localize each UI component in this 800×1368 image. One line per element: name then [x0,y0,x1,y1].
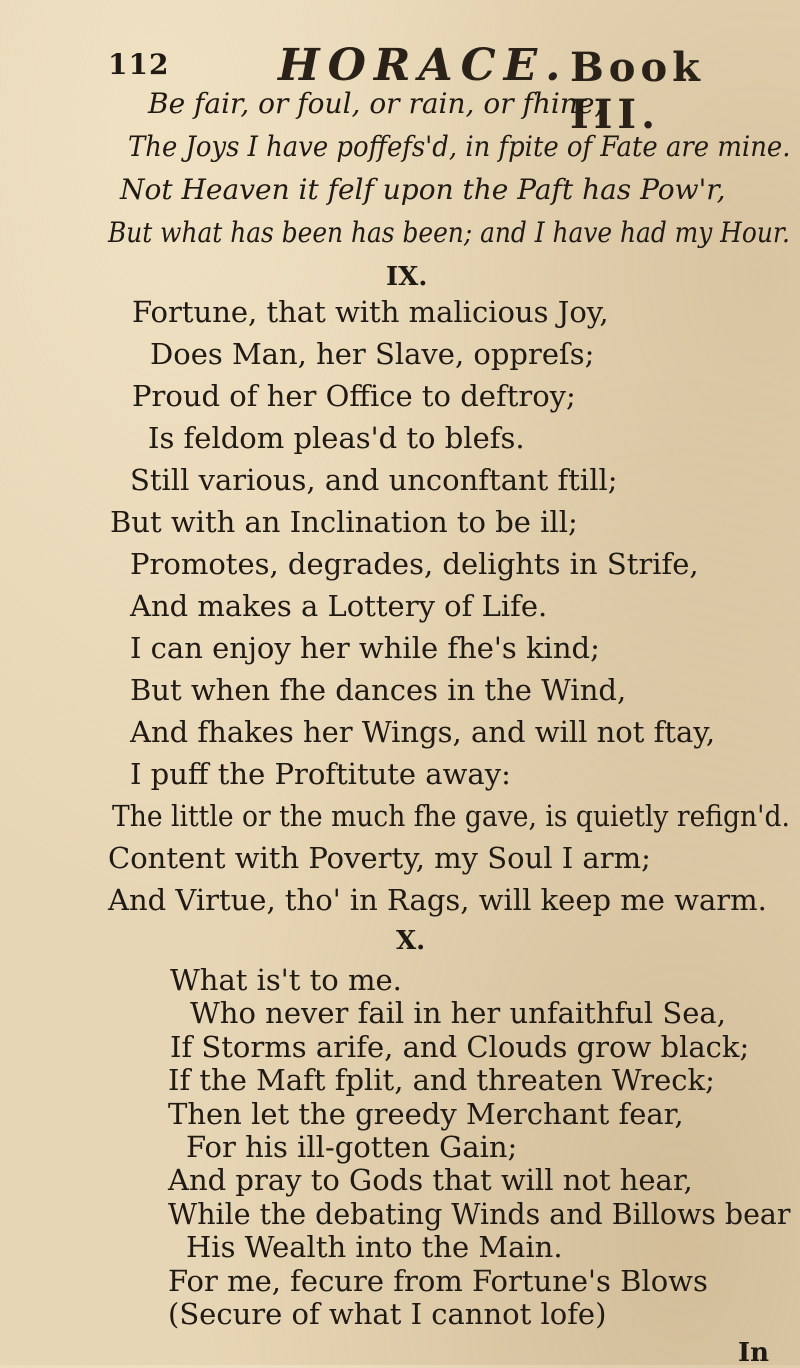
verse-line: His Wealth into the Main. [186,1230,563,1264]
verse-line: I puff the Proftitute away: [130,757,511,791]
page-number: 112 [108,48,170,81]
verse-line: The Joys I have poffefs'd, in fpite of Fate are mine. [128,130,791,163]
running-title: HORACE. [278,40,569,91]
verse-line: And pray to Gods that will not hear, [168,1163,693,1197]
verse-line: Promotes, degrades, delights in Strife, [130,547,699,581]
verse-line: But what has been has been; and I have had my Hour. [108,216,790,249]
verse-line: For me, fecure from Fortune's Blows [168,1264,708,1298]
catchword: In [738,1338,770,1368]
verse-line: I can enjoy her while fhe's kind; [130,631,600,665]
verse-line: Proud of her Office to deftroy; [132,379,576,413]
verse-line: For his ill-gotten Gain; [186,1130,518,1164]
verse-line: While the debating Winds and Billows bear [168,1197,791,1231]
verse-line: Not Heaven it felf upon the Paft has Pow'r, [120,173,726,206]
section-number-x: X. [396,926,426,956]
verse-line: Is feldom pleas'd to blefs. [148,421,525,455]
verse-line: If Storms arife, and Clouds grow black; [170,1030,750,1064]
verse-line: Then let the greedy Merchant fear, [168,1097,684,1131]
verse-line: And fhakes her Wings, and will not ftay, [130,715,716,749]
verse-line: And Virtue, tho' in Rags, will keep me warm. [108,883,767,917]
section-number-ix: IX. [386,262,428,292]
verse-line: The little or the much fhe gave, is quietly refign'd. [112,799,790,833]
verse-line: Who never fail in her unfaithful Sea, [190,996,726,1030]
verse-line: (Secure of what I cannot lofe) [168,1297,607,1331]
book-label: Book III. [570,44,705,138]
verse-line: Does Man, her Slave, oppreſs; [150,337,595,371]
verse-line: Content with Poverty, my Soul I arm; [108,841,651,875]
verse-line: Fortune, that with malicious Joy, [132,295,609,329]
verse-line: But when fhe dances in the Wind, [130,673,627,707]
verse-line: If the Maft fplit, and threaten Wreck; [168,1063,715,1097]
verse-line: What is't to me. [170,963,402,997]
verse-line: And makes a Lottery of Life. [130,589,548,623]
verse-line: Be fair, or foul, or rain, or fhine, [148,87,604,120]
verse-line: But with an Inclination to be ill; [110,505,578,539]
verse-line: Still various, and unconftant ftill; [130,463,618,497]
